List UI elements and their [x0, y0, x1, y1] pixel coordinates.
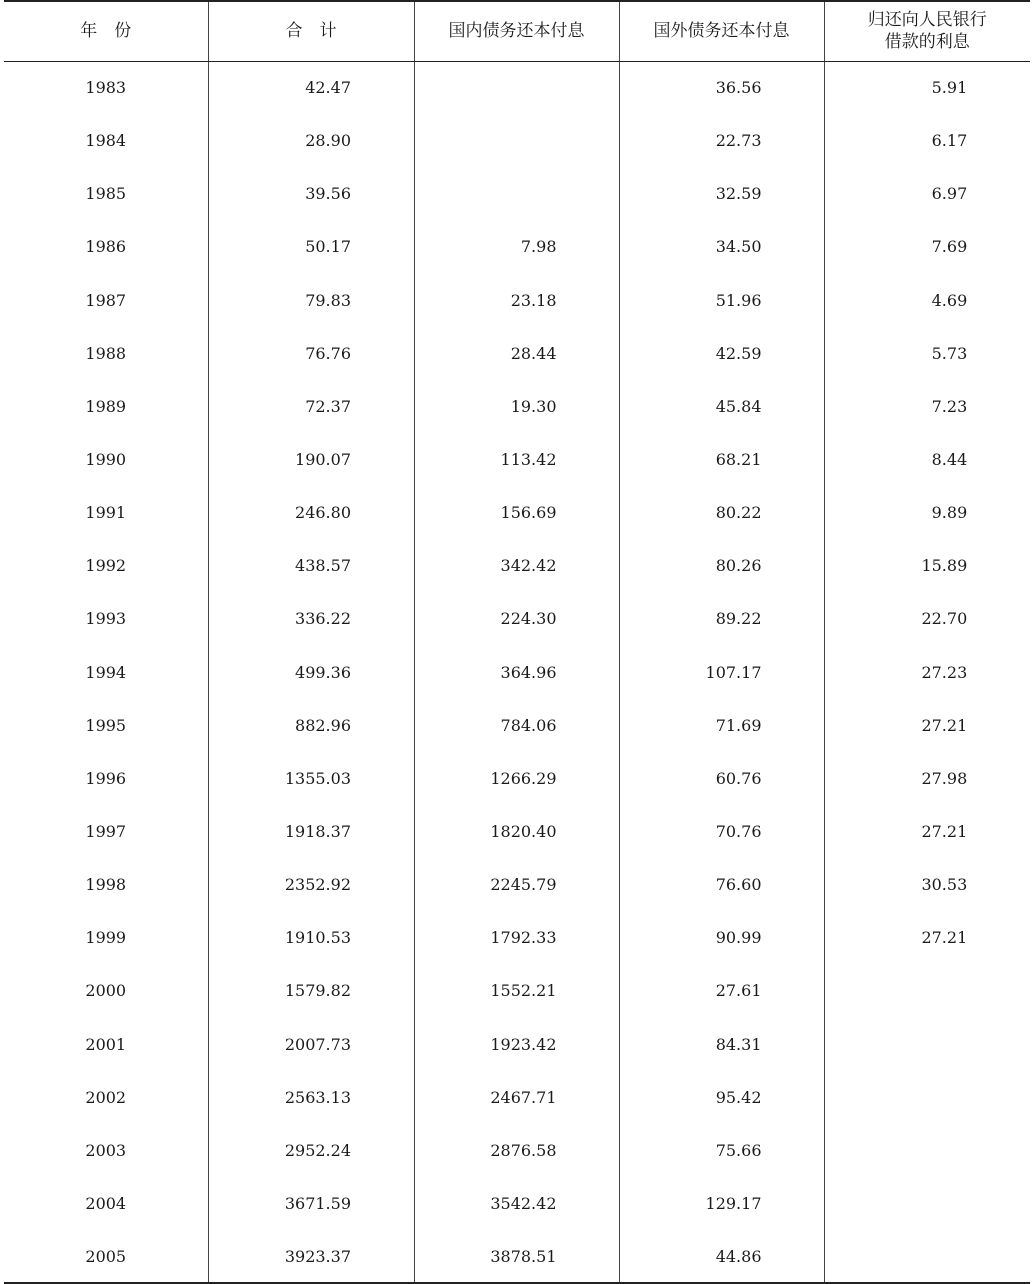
- foreign-debt-value: 80.22: [715, 503, 762, 523]
- total-cell: [208, 592, 414, 645]
- foreign-debt-value: 76.60: [715, 875, 762, 895]
- total-cell: [208, 61, 414, 114]
- total-cell: [208, 805, 414, 858]
- foreign-debt-cell: [619, 752, 824, 805]
- total-cell: [208, 752, 414, 805]
- total-value: 246.80: [295, 503, 351, 523]
- foreign-debt-value: 27.61: [715, 981, 762, 1001]
- header-total: 合 计: [208, 1, 414, 61]
- pboc-interest-cell: [824, 220, 1030, 273]
- foreign-debt-value: 68.21: [715, 450, 762, 470]
- domestic-debt-cell: [414, 114, 619, 167]
- domestic-debt-cell: [414, 1018, 619, 1071]
- total-value: 42.47: [305, 78, 351, 98]
- total-value: 1910.53: [284, 928, 351, 948]
- pboc-interest-value: 27.23: [921, 662, 968, 682]
- pboc-interest-cell: [824, 380, 1030, 433]
- total-value: 2952.24: [284, 1140, 351, 1160]
- total-value: 39.56: [305, 184, 351, 204]
- pboc-interest-cell: [824, 539, 1030, 592]
- domestic-debt-value: 224.30: [500, 609, 557, 629]
- table-row: [4, 805, 1030, 858]
- header-row: [4, 1, 1030, 61]
- total-value: 72.37: [305, 396, 351, 416]
- pboc-interest-value: 5.91: [931, 78, 968, 98]
- total-cell: [208, 327, 414, 380]
- domestic-debt-cell: [414, 858, 619, 911]
- total-cell: [208, 1230, 414, 1283]
- foreign-debt-value: 45.84: [715, 396, 762, 416]
- year-cell: 1999: [85, 928, 127, 948]
- pboc-interest-value: 9.89: [931, 503, 968, 523]
- table-row: [4, 752, 1030, 805]
- year-cell: 1989: [85, 396, 127, 416]
- pboc-interest-value: 30.53: [921, 875, 968, 895]
- foreign-debt-value: 42.59: [715, 343, 762, 363]
- foreign-debt-cell: [619, 911, 824, 964]
- year-cell: 1993: [85, 609, 127, 629]
- foreign-debt-value: 95.42: [715, 1087, 762, 1107]
- table-row: [4, 858, 1030, 911]
- total-cell: [208, 1124, 414, 1177]
- domestic-debt-value: 342.42: [500, 556, 557, 576]
- total-value: 1355.03: [284, 768, 351, 788]
- total-cell: [208, 1071, 414, 1124]
- table-row: [4, 911, 1030, 964]
- foreign-debt-value: 75.66: [715, 1140, 762, 1160]
- domestic-debt-cell: [414, 699, 619, 752]
- domestic-debt-value: 2467.71: [490, 1087, 557, 1107]
- foreign-debt-cell: [619, 61, 824, 114]
- domestic-debt-cell: [414, 752, 619, 805]
- pboc-interest-cell: [824, 114, 1030, 167]
- foreign-debt-value: 84.31: [715, 1034, 762, 1054]
- domestic-debt-cell: [414, 327, 619, 380]
- foreign-debt-cell: [619, 1018, 824, 1071]
- total-cell: [208, 274, 414, 327]
- domestic-debt-cell: [414, 964, 619, 1017]
- foreign-debt-value: 71.69: [715, 715, 762, 735]
- table-body: [4, 61, 1030, 1283]
- year-cell: 1985: [85, 184, 127, 204]
- domestic-debt-value: 784.06: [500, 715, 557, 735]
- total-value: 1579.82: [284, 981, 351, 1001]
- foreign-debt-cell: [619, 1124, 824, 1177]
- table-row: [4, 114, 1030, 167]
- year-cell: 2005: [4, 1230, 208, 1283]
- pboc-interest-cell: [824, 1018, 1030, 1071]
- pboc-interest-value: 27.98: [921, 768, 968, 788]
- domestic-debt-cell: [414, 1124, 619, 1177]
- table-row: [4, 433, 1030, 486]
- table-row: [4, 1230, 1030, 1283]
- domestic-debt-cell: [414, 646, 619, 699]
- total-value: 190.07: [295, 450, 351, 470]
- table-row: [4, 646, 1030, 699]
- pboc-interest-value: 7.23: [931, 396, 968, 416]
- year-cell: 1991: [85, 503, 127, 523]
- table-row: [4, 327, 1030, 380]
- year-cell: 2003: [85, 1140, 127, 1160]
- year-cell: 1990: [85, 450, 127, 470]
- year-cell: 2002: [85, 1087, 127, 1107]
- foreign-debt-cell: [619, 539, 824, 592]
- domestic-debt-value: 113.42: [500, 450, 557, 470]
- table-row: [4, 274, 1030, 327]
- total-value: 499.36: [295, 662, 351, 682]
- foreign-debt-value: 90.99: [715, 928, 762, 948]
- foreign-debt-value: 70.76: [715, 822, 762, 842]
- header-foreign-debt: 国外债务还本付息: [619, 1, 824, 61]
- pboc-interest-value: 4.69: [931, 290, 968, 310]
- debt-service-table-container: [4, 0, 1030, 1281]
- domestic-debt-value: 23.18: [510, 290, 557, 310]
- pboc-interest-cell: [824, 858, 1030, 911]
- debt-service-table: [4, 0, 1030, 1284]
- foreign-debt-value: 107.17: [705, 662, 762, 682]
- foreign-debt-value: 51.96: [715, 290, 762, 310]
- pboc-interest-cell: [824, 911, 1030, 964]
- year-cell: 2001: [85, 1034, 127, 1054]
- total-value: 76.76: [305, 343, 351, 363]
- domestic-debt-cell: [414, 1071, 619, 1124]
- domestic-debt-value: 1792.33: [490, 928, 557, 948]
- domestic-debt-value: 1923.42: [490, 1034, 557, 1054]
- table-row: [4, 964, 1030, 1017]
- foreign-debt-value: 44.86: [715, 1246, 762, 1266]
- pboc-interest-value: 8.44: [931, 450, 968, 470]
- table-header: [4, 1, 1030, 61]
- total-cell: [208, 911, 414, 964]
- pboc-interest-value: 15.89: [921, 556, 968, 576]
- foreign-debt-cell: [619, 699, 824, 752]
- header-pboc-interest: 归还向人民银行 借款的利息: [824, 1, 1030, 61]
- domestic-debt-cell: [414, 592, 619, 645]
- domestic-debt-cell: [414, 61, 619, 114]
- pboc-interest-cell: [824, 752, 1030, 805]
- total-cell: [208, 539, 414, 592]
- pboc-interest-cell: [824, 1124, 1030, 1177]
- year-cell: 1984: [85, 131, 127, 151]
- domestic-debt-cell: [414, 1230, 619, 1283]
- total-cell: [208, 1177, 414, 1230]
- pboc-interest-cell: [824, 1230, 1030, 1283]
- foreign-debt-cell: [619, 220, 824, 273]
- total-value: 2007.73: [284, 1034, 351, 1054]
- pboc-interest-cell: [824, 433, 1030, 486]
- pboc-interest-value: 27.21: [921, 822, 968, 842]
- domestic-debt-value: 3878.51: [490, 1246, 557, 1266]
- pboc-interest-value: 6.17: [931, 131, 968, 151]
- pboc-interest-value: 7.69: [931, 237, 968, 257]
- total-cell: [208, 699, 414, 752]
- domestic-debt-value: 7.98: [520, 237, 557, 257]
- total-value: 2352.92: [284, 875, 351, 895]
- domestic-debt-cell: [414, 220, 619, 273]
- domestic-debt-value: 1552.21: [490, 981, 557, 1001]
- pboc-interest-value: 27.21: [921, 715, 968, 735]
- total-cell: [208, 220, 414, 273]
- domestic-debt-cell: [414, 274, 619, 327]
- pboc-interest-value: 6.97: [931, 184, 968, 204]
- foreign-debt-cell: [619, 274, 824, 327]
- foreign-debt-cell: [619, 167, 824, 220]
- table-row: [4, 486, 1030, 539]
- year-cell: 1986: [85, 237, 127, 257]
- foreign-debt-cell: [619, 592, 824, 645]
- pboc-interest-value: 22.70: [921, 609, 968, 629]
- foreign-debt-cell: [619, 805, 824, 858]
- foreign-debt-cell: [619, 433, 824, 486]
- domestic-debt-value: 19.30: [510, 396, 557, 416]
- foreign-debt-cell: [619, 1177, 824, 1230]
- total-cell: [208, 486, 414, 539]
- foreign-debt-cell: [619, 114, 824, 167]
- table-row: [4, 1124, 1030, 1177]
- table-row: [4, 1071, 1030, 1124]
- total-cell: [208, 858, 414, 911]
- year-cell: 1992: [85, 556, 127, 576]
- header-domestic-debt: 国内债务还本付息: [414, 1, 619, 61]
- domestic-debt-value: 1266.29: [490, 768, 557, 788]
- total-value: 50.17: [305, 237, 351, 257]
- total-cell: [208, 964, 414, 1017]
- total-cell: [208, 646, 414, 699]
- total-value: 28.90: [305, 131, 351, 151]
- foreign-debt-value: 80.26: [715, 556, 762, 576]
- year-cell: 1995: [85, 715, 127, 735]
- domestic-debt-value: 3542.42: [490, 1194, 557, 1214]
- foreign-debt-value: 34.50: [715, 237, 762, 257]
- table-row: [4, 699, 1030, 752]
- domestic-debt-value: 2876.58: [490, 1140, 557, 1160]
- domestic-debt-cell: [414, 486, 619, 539]
- table-row: [4, 592, 1030, 645]
- domestic-debt-value: 364.96: [500, 662, 557, 682]
- year-cell: 1994: [85, 662, 127, 682]
- table-row: [4, 1177, 1030, 1230]
- total-value: 438.57: [295, 556, 351, 576]
- table-row: [4, 220, 1030, 273]
- pboc-interest-cell: [824, 699, 1030, 752]
- foreign-debt-value: 60.76: [715, 768, 762, 788]
- foreign-debt-value: 32.59: [715, 184, 762, 204]
- total-cell: [208, 114, 414, 167]
- pboc-interest-cell: [824, 61, 1030, 114]
- foreign-debt-value: 89.22: [715, 609, 762, 629]
- table-row: [4, 1018, 1030, 1071]
- header-year: 年 份: [4, 1, 208, 61]
- domestic-debt-cell: [414, 911, 619, 964]
- pboc-interest-cell: [824, 592, 1030, 645]
- domestic-debt-cell: [414, 380, 619, 433]
- year-cell: 2000: [85, 981, 127, 1001]
- foreign-debt-cell: [619, 327, 824, 380]
- table-row: [4, 380, 1030, 433]
- domestic-debt-value: 2245.79: [490, 875, 557, 895]
- foreign-debt-value: 36.56: [715, 78, 762, 98]
- pboc-interest-cell: [824, 805, 1030, 858]
- year-cell: 1983: [85, 78, 127, 98]
- total-value: 2563.13: [284, 1087, 351, 1107]
- table-row: [4, 167, 1030, 220]
- pboc-interest-cell: [824, 646, 1030, 699]
- foreign-debt-cell: [619, 1230, 824, 1283]
- total-cell: [208, 1018, 414, 1071]
- foreign-debt-cell: [619, 646, 824, 699]
- year-cell: 1997: [85, 822, 127, 842]
- domestic-debt-cell: [414, 1177, 619, 1230]
- domestic-debt-cell: [414, 805, 619, 858]
- year-cell: 1996: [85, 768, 127, 788]
- pboc-interest-value: 5.73: [931, 343, 968, 363]
- foreign-debt-cell: [619, 858, 824, 911]
- foreign-debt-value: 129.17: [705, 1194, 762, 1214]
- year-cell: 1987: [85, 290, 127, 310]
- pboc-interest-cell: [824, 1177, 1030, 1230]
- domestic-debt-value: 28.44: [510, 343, 557, 363]
- total-value: 3671.59: [284, 1194, 351, 1214]
- year-cell: 2004: [85, 1194, 127, 1214]
- pboc-interest-cell: [824, 167, 1030, 220]
- year-cell: 1988: [85, 343, 127, 363]
- total-cell: [208, 380, 414, 433]
- table-row: [4, 539, 1030, 592]
- total-value: 882.96: [295, 715, 351, 735]
- pboc-interest-cell: [824, 964, 1030, 1017]
- foreign-debt-value: 22.73: [715, 131, 762, 151]
- total-value: 336.22: [295, 609, 351, 629]
- domestic-debt-cell: [414, 539, 619, 592]
- pboc-interest-value: 27.21: [921, 928, 968, 948]
- foreign-debt-cell: [619, 380, 824, 433]
- total-cell: [208, 167, 414, 220]
- total-cell: [208, 433, 414, 486]
- domestic-debt-cell: [414, 433, 619, 486]
- total-value: 1918.37: [284, 822, 351, 842]
- pboc-interest-cell: [824, 327, 1030, 380]
- table-row: [4, 61, 1030, 114]
- domestic-debt-cell: [414, 167, 619, 220]
- pboc-interest-cell: [824, 1071, 1030, 1124]
- domestic-debt-value: 1820.40: [490, 822, 557, 842]
- foreign-debt-cell: [619, 964, 824, 1017]
- total-value: 79.83: [305, 290, 351, 310]
- domestic-debt-value: 156.69: [500, 503, 557, 523]
- total-value: 3923.37: [284, 1246, 351, 1266]
- foreign-debt-cell: [619, 1071, 824, 1124]
- foreign-debt-cell: [619, 486, 824, 539]
- pboc-interest-cell: [824, 274, 1030, 327]
- pboc-interest-cell: [824, 486, 1030, 539]
- year-cell: 1998: [85, 875, 127, 895]
